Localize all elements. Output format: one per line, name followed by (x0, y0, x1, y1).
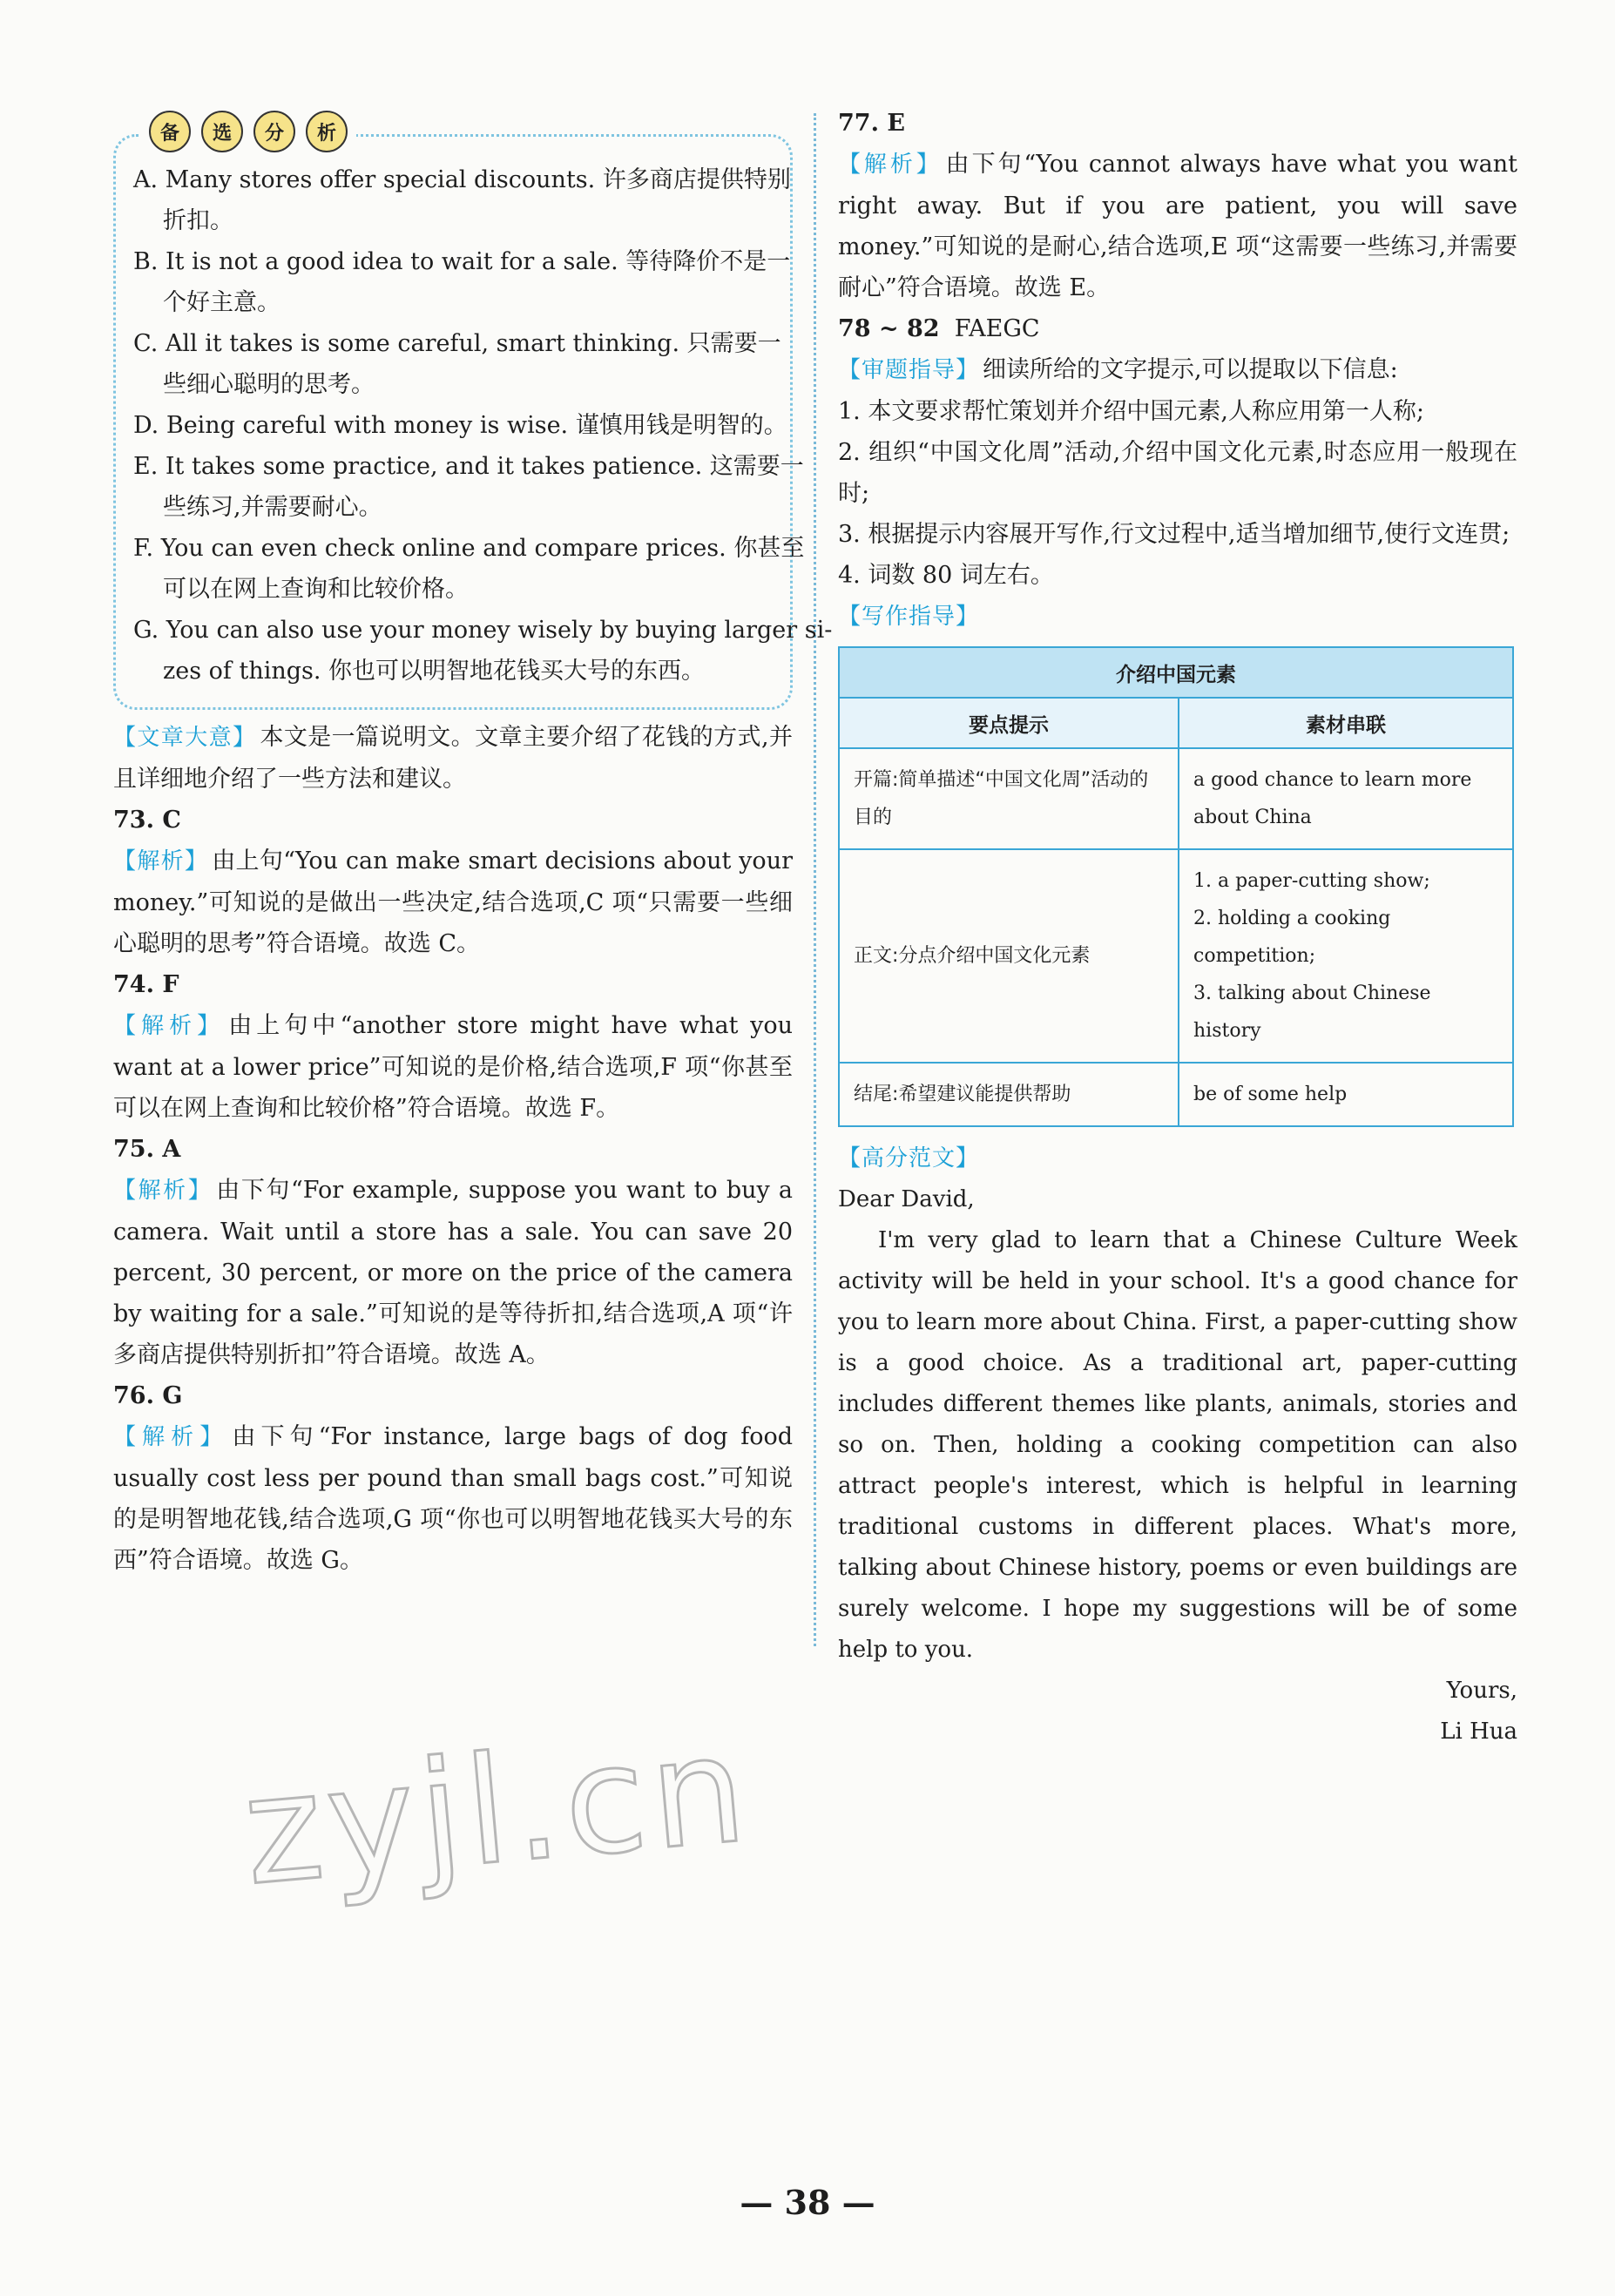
analysis-tag: 【解析】 (113, 1178, 213, 1204)
guide-point: 2. 组织“中国文化周”活动,介绍中国文化元素,时态应用一般现在时; (838, 439, 1517, 507)
analysis-73: 【解析】 由上句“You can make smart decisions about your money.”可知说的是做出一些决定,结合选项,C 项“只需要一些细心聪明的思考”符合语境。故选 C。 (113, 847, 793, 957)
analysis-tag: 【解析】 (113, 1013, 226, 1039)
table-col-header: 素材串联 (1179, 698, 1513, 748)
answer-75: 75. A (113, 1136, 181, 1163)
table-key: 开篇:简单描述“中国文化周”活动的目的 (839, 748, 1179, 849)
answer-74: 74. F (113, 971, 179, 998)
table-title: 介绍中国元素 (839, 647, 1513, 698)
letter-greeting: Dear David, (838, 1186, 975, 1212)
analysis-75: 【解析】 由下句“For example, suppose you want to buy a camera. Wait until a store has a sale. You can save 20 percent, 30 percent, or more on the price of the camera by waiting for a sale.”可知说的是等待折扣,结合选项,A 项“许多商店提供特别折扣”符合语境。故选 A。 (113, 1177, 793, 1368)
table-key: 结尾:希望建议能提供帮助 (839, 1063, 1179, 1126)
left-column (113, 103, 833, 1581)
writing-guide: 【审题指导】 细读所给的文字提示,可以提取以下信息: (838, 356, 1398, 383)
guide-tag: 【审题指导】 (838, 357, 980, 383)
options-header-char: 分 (253, 111, 295, 152)
option-e: E. It takes some practice, and it takes patience. 这需要一 些练习,并需要耐心。 (133, 453, 804, 521)
guide-point: 3. 根据提示内容展开写作,行文过程中,适当增加细节,使行文连贯; (838, 521, 1510, 548)
table-row (839, 1063, 1513, 1126)
column-divider (814, 113, 816, 1646)
option-c: C. All it takes is some careful, smart thinking. 只需要一 些细心聪明的思考。 (133, 330, 781, 398)
options-header-char: 析 (306, 111, 348, 152)
writing-tip-heading: 【写作指导】 (838, 604, 980, 630)
analysis-tag: 【解析】 (113, 848, 209, 875)
options-header (140, 111, 356, 152)
letter-signature: Li Hua (1440, 1719, 1517, 1745)
options-header-char: 备 (149, 111, 191, 152)
table-key: 正文:分点介绍中国文化元素 (839, 849, 1179, 1063)
option-f: F. You can even check online and compare prices. 你甚至 可以在网上查询和比较价格。 (133, 535, 805, 603)
option-b: B. It is not a good idea to wait for a sale. 等待降价不是一 个好主意。 (133, 248, 791, 316)
option-g: G. You can also use your money wisely by buying larger si- zes of things. 你也可以明智地花钱买大号的东西。 (133, 617, 833, 685)
option-d: D. Being careful with money is wise. 谨慎用钱是明智的。 (133, 412, 787, 439)
guide-point: 4. 词数 80 词左右。 (838, 562, 1054, 589)
letter-body: I'm very glad to learn that a Chinese Culture Week activity will be held in your school. It's a good chance for you to learn more about China. First, a paper-cutting show is a good choice. As a traditional art, paper-cutting includes different themes like plants, animals, stories and so on. Then, holding a cooking competition can also attract people's interest, which is helpful in learning traditional customs in different places. What's more, talking about Chinese history, poems or even buildings are surely welcome. I hope my suggestions will be of some help to you. (838, 1227, 1517, 1663)
table-value: 1. a paper-cutting show; 2. holding a cooking competition; 3. talking about Chinese history (1179, 849, 1513, 1063)
analysis-tag: 【解析】 (113, 1424, 229, 1450)
answer-76: 76. G (113, 1382, 183, 1409)
analysis-74: 【解析】 由上句中“another store might have what you want at a lower price”可知说的是价格,结合选项,F 项“你甚至可以在网上查询和比较价格”符合语境。故选 F。 (113, 1012, 793, 1122)
analysis-76: 【解析】 由下句“For instance, large bags of dog food usually cost less per pound than small bags cost.”可知说的是明智地花钱,结合选项,G 项“你也可以明智地花钱买大号的东西”符合语境。故选 G。 (113, 1423, 793, 1574)
table-value: a good chance to learn more about China (1179, 748, 1513, 849)
table-row (839, 748, 1513, 849)
page-number: — 38 — (740, 2183, 875, 2222)
table-value: be of some help (1179, 1063, 1513, 1126)
analysis-77: 【解析】 由下句“You cannot always have what you want right away. But if you are patient, you will save money.”可知说的是耐心,结合选项,E 项“这需要一些练习,并需要耐心”符合语境。故选 E。 (838, 151, 1517, 301)
answer-73: 73. C (113, 807, 181, 834)
main-idea-tag: 【文章大意】 (113, 725, 257, 751)
analysis-tag: 【解析】 (838, 152, 943, 178)
table-row (839, 849, 1513, 1063)
letter-closing: Yours, (1446, 1678, 1517, 1704)
watermark: zyjl.cn (237, 1703, 758, 1919)
answer-78-82: 78 ~ 82 FAEGC (838, 315, 1040, 342)
option-a: A. Many stores offer special discounts. 许多商店提供特别 折扣。 (133, 166, 791, 234)
main-idea: 【文章大意】 本文是一篇说明文。文章主要介绍了花钱的方式,并且详细地介绍了一些方法和建议。 (113, 724, 793, 793)
options-header-char: 选 (201, 111, 243, 152)
guide-point: 1. 本文要求帮忙策划并介绍中国元素,人称应用第一人称; (838, 398, 1425, 425)
answer-77: 77. E (838, 110, 905, 137)
writing-table (838, 646, 1514, 1127)
options-box (113, 122, 833, 710)
model-letter (838, 1179, 1517, 1752)
table-col-header: 要点提示 (839, 698, 1179, 748)
model-essay-heading: 【高分范文】 (838, 1145, 980, 1172)
right-column (838, 103, 1517, 1752)
